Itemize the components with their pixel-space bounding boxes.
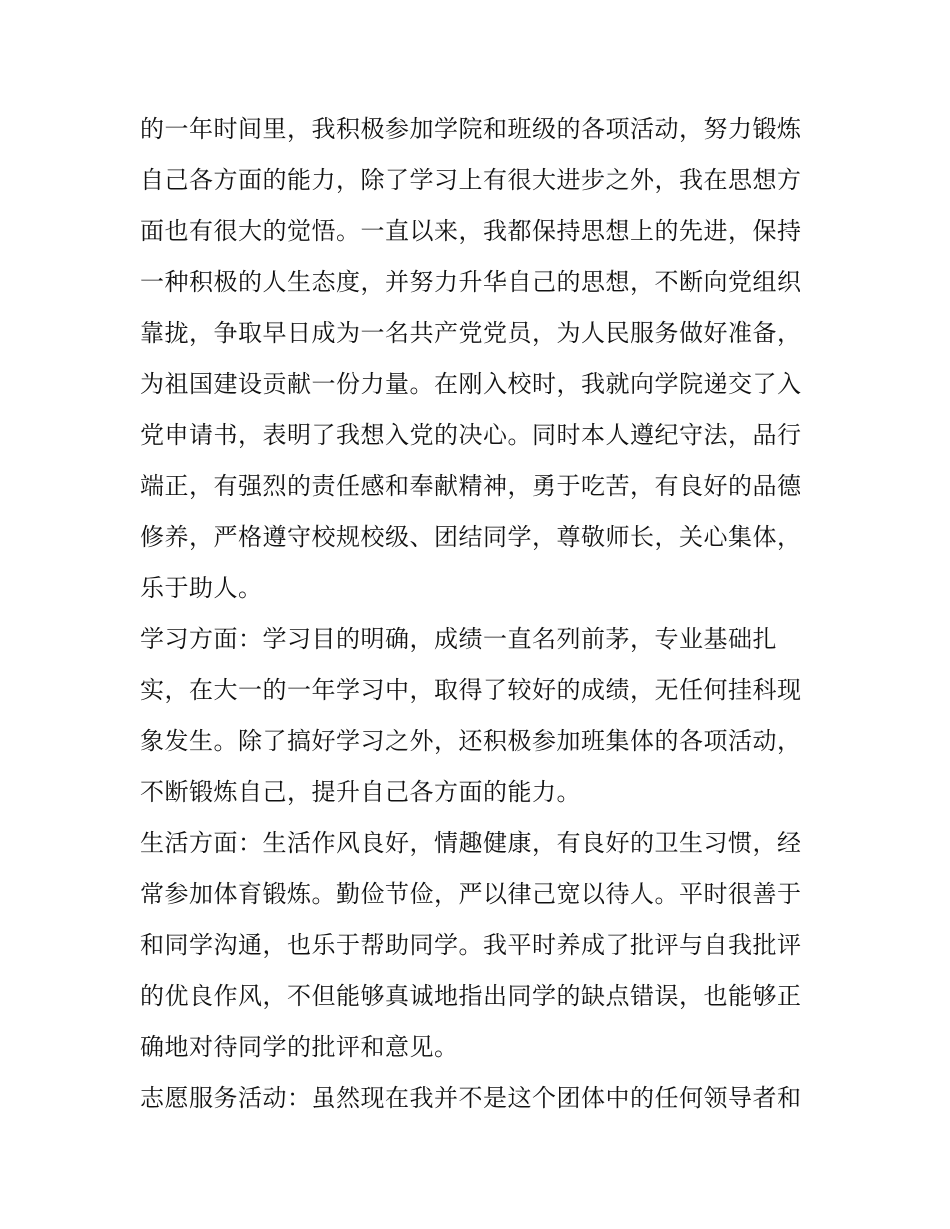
text-line: 确地对待同学的批评和意见。	[140, 1033, 459, 1061]
text-line: 实，在大一的一年学习中，取得了较好的成绩，无任何挂科现	[140, 676, 802, 704]
text-line: 党申请书，表明了我想入党的决心。同时本人遵纪守法，品行	[140, 421, 802, 449]
text-line: 乐于助人。	[140, 574, 263, 602]
text-line: 的优良作风，不但能够真诚地指出同学的缺点错误，也能够正	[140, 982, 802, 1010]
text-line: 自己各方面的能力，除了学习上有很大进步之外，我在思想方	[140, 166, 802, 194]
text-line: 志愿服务活动：虽然现在我并不是这个团体中的任何领导者和	[140, 1084, 802, 1112]
text-line: 修养，严格遵守校规校级、团结同学，尊敬师长，关心集体，	[140, 523, 802, 551]
text-line: 不断锻炼自己，提升自己各方面的能力。	[140, 778, 581, 806]
text-line: 和同学沟通，也乐于帮助同学。我平时养成了批评与自我批评	[140, 931, 802, 959]
document-body-text	[140, 104, 816, 1124]
text-line: 一种积极的人生态度，并努力升华自己的思想，不断向党组织	[140, 268, 802, 296]
text-line: 生活方面：生活作风良好，情趣健康，有良好的卫生习惯，经	[140, 829, 802, 857]
text-line: 象发生。除了搞好学习之外，还积极参加班集体的各项活动，	[140, 727, 802, 755]
text-line: 为祖国建设贡献一份力量。在刚入校时，我就向学院递交了入	[140, 370, 802, 398]
text-line: 的一年时间里，我积极参加学院和班级的各项活动，努力锻炼	[140, 115, 802, 143]
text-line: 端正，有强烈的责任感和奉献精神，勇于吃苦，有良好的品德	[140, 472, 802, 500]
text-line: 靠拢，争取早日成为一名共产党党员，为人民服务做好准备，	[140, 319, 802, 347]
text-line: 常参加体育锻炼。勤俭节俭，严以律己宽以待人。平时很善于	[140, 880, 802, 908]
text-line: 学习方面：学习目的明确，成绩一直名列前茅，专业基础扎	[140, 625, 777, 653]
text-line: 面也有很大的觉悟。一直以来，我都保持思想上的先进，保持	[140, 217, 802, 245]
